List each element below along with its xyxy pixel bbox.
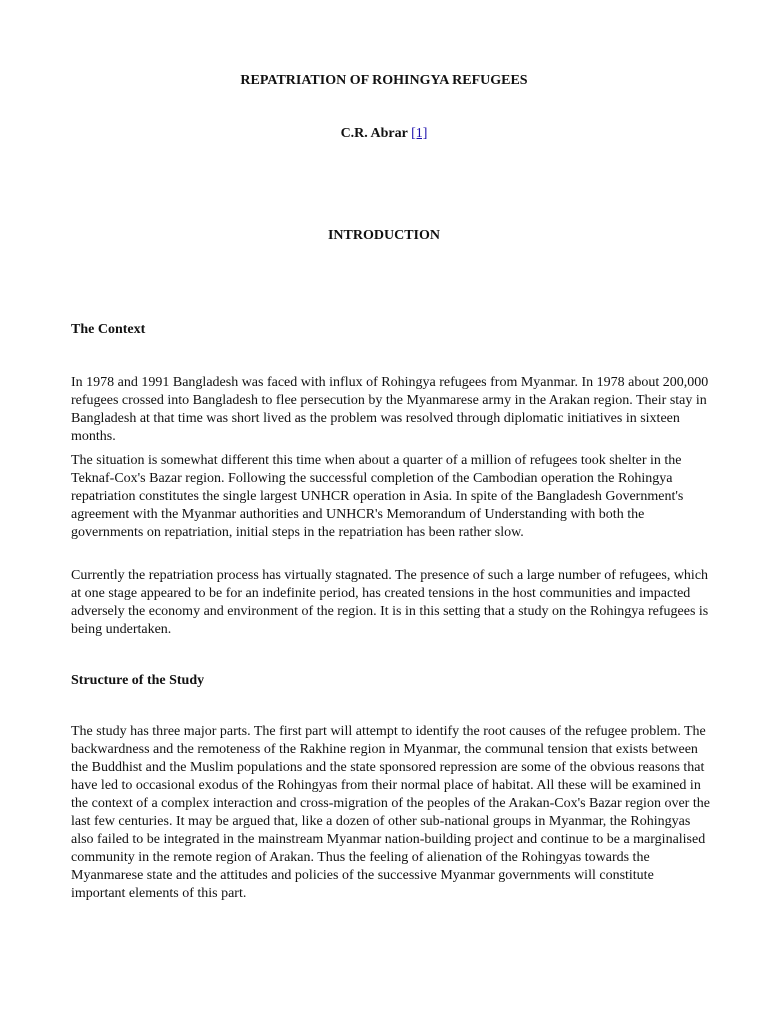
paragraph: The study has three major parts. The first part will attempt to identify the root causes of the refugee problem. The backwardness and the remoteness of the Rakhine region in Myanmar, the communal tension that exists between the Buddhist and the Muslim populations and the state sponsored repression are some of the obvious reasons that have led to occasional exodus of the Rohingyas from their normal place of habitat. All these will be examined in the context of a complex interaction and cross-migration of the peoples of the Arakan-Cox's Bazar region over the last few centuries. It may be argued that, like a dozen of other sub-national groups in Myanmar, the Rohingyas also failed to be integrated in the mainstream Myanmar nation-building project and continue to be a marginalised community in the remote region of Arakan. Thus the feeling of alienation of the Rohingyas towards the Myanmarese state and the attitudes and policies of the successive Myanmar governments will constitute important elements of this part. — [71, 724, 710, 901]
section-title-introduction: INTRODUCTION — [327, 228, 440, 243]
paragraph: Currently the repatriation process has virtually stagnated. The presence of such a large number of refugees, which at one stage appeared to be for an indefinite period, has created tensions in the host communities and impacted adversely the economy and environment of the region. It is in this setting that a study on the Rohingya refugees is being undertaken. — [71, 568, 709, 637]
author-name: C.R. Abrar — [340, 126, 408, 141]
author-line — [0, 126, 768, 142]
heading-the-context: The Context — [71, 322, 146, 337]
document-title: REPATRIATION OF ROHINGYA REFUGEES — [240, 73, 528, 88]
paragraph: The situation is somewhat different this time when about a quarter of a million of refugees took shelter in the Teknaf-Cox's Bazar region. Following the successful completion of the Cambodian operation the Rohingya repatriation constitutes the single largest UNHCR operation in Asia. In spite of the Bangladesh Government's agreement with the Myanmar authorities and UNHCR's Memorandum of Understanding with both the governments on repatriation, initial steps in the repatriation has been rather slow. — [71, 453, 684, 540]
heading-structure-of-the-study: Structure of the Study — [71, 673, 205, 688]
paragraph: In 1978 and 1991 Bangladesh was faced with influx of Rohingya refugees from Myanmar. In 1978 about 200,000 refugees crossed into Bangladesh to flee persecution by the Myanmarese army in the Arakan region. Their stay in Bangladesh at that time was short lived as the problem was resolved through diplomatic initiatives in sixteen months. — [71, 375, 709, 444]
footnote-link[interactable]: [1] — [411, 126, 428, 141]
